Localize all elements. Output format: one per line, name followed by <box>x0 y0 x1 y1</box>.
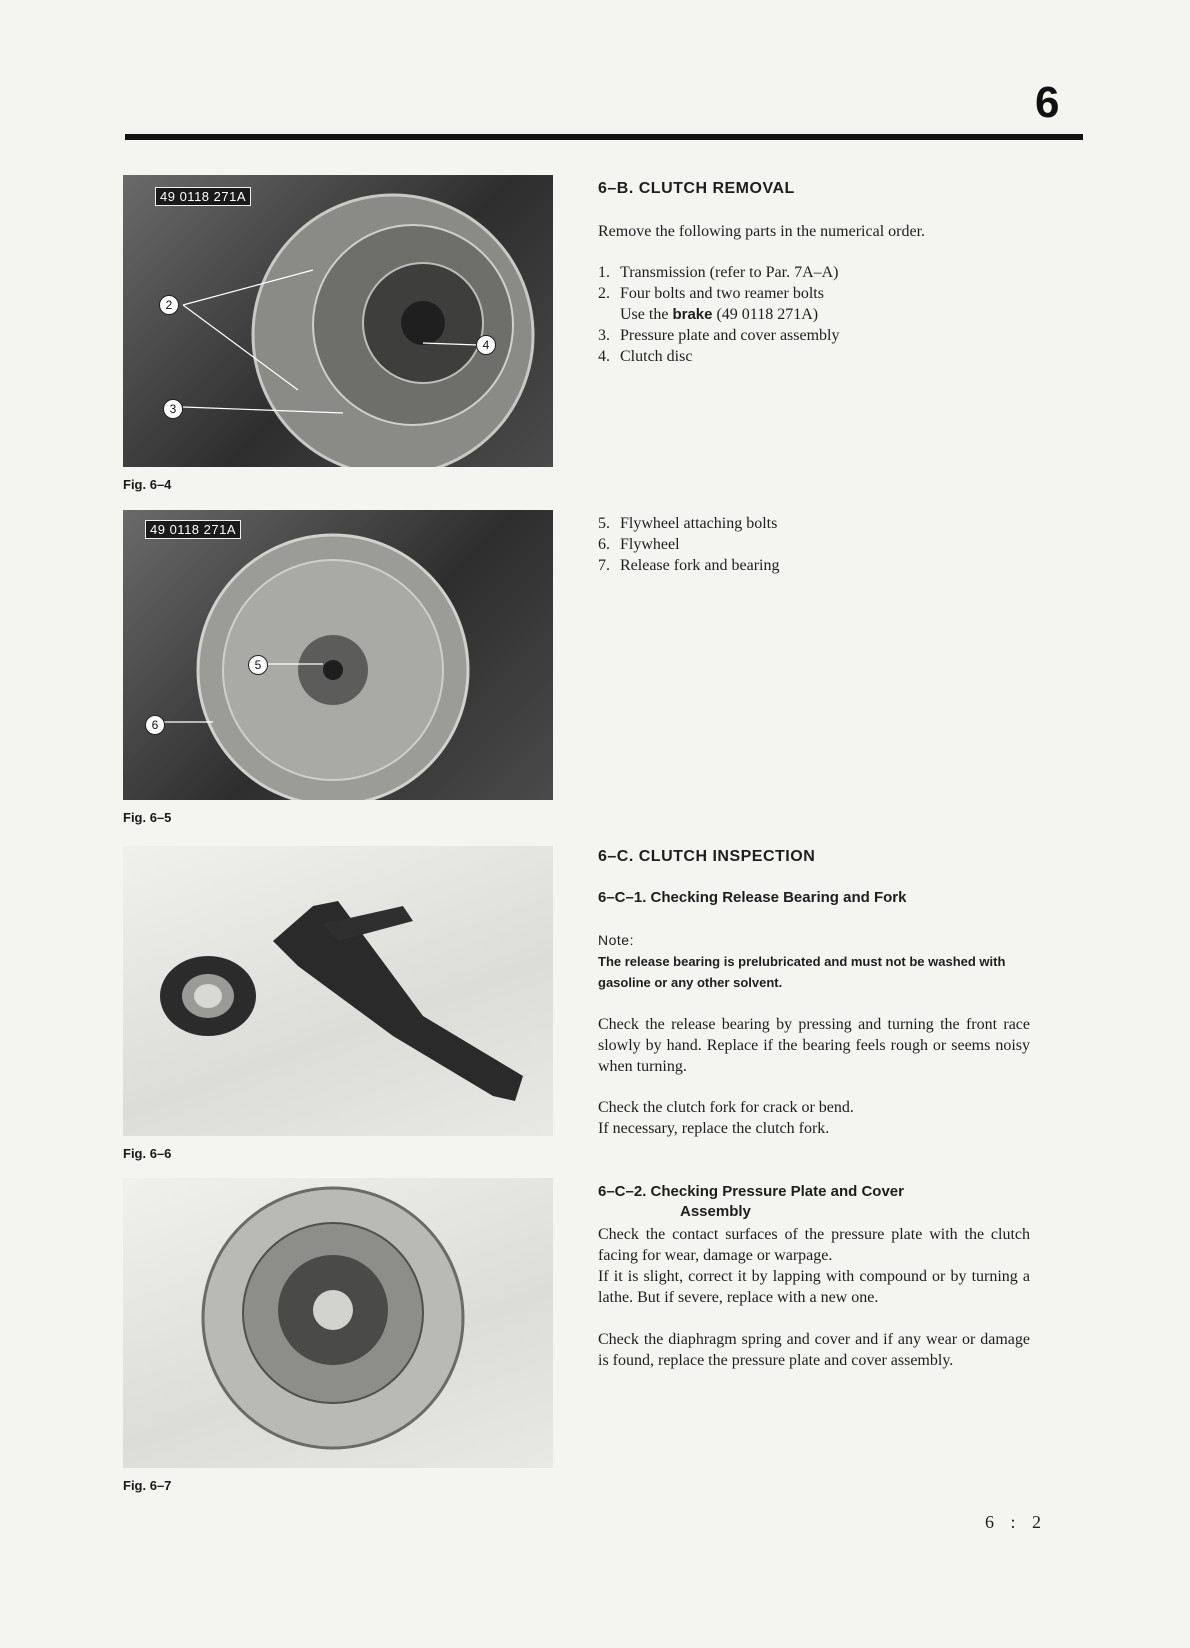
special-tool-tag: 49 0118 271A <box>145 520 241 539</box>
pressure-plate-contact-paragraph: Check the contact surfaces of the pressure plate with the clutch facing for wear, damage or warpage. <box>598 1226 1030 1264</box>
fork-check-paragraph: Check the clutch fork for crack or bend. <box>598 1099 854 1116</box>
chapter-number: 6 <box>1035 78 1060 127</box>
figure-6-5-photo <box>123 510 553 800</box>
pressure-plate-repair-paragraph: If it is slight, correct it by lapping with compound or by turning a lathe. But if severe, replace with a new one. <box>598 1268 1030 1306</box>
fork-replace-paragraph: If necessary, replace the clutch fork. <box>598 1120 830 1137</box>
list-item: 2. Four bolts and two reamer bolts <box>598 285 824 302</box>
list-item: 5. Flywheel attaching bolts <box>598 515 778 532</box>
list-item: 6. Flywheel <box>598 536 680 553</box>
figure-6-5-label: Fig. 6–5 <box>123 810 172 825</box>
callout-3: 3 <box>163 399 183 419</box>
callout-4: 4 <box>476 335 496 355</box>
subsection-heading-release-bearing: 6–C–1. Checking Release Bearing and Fork <box>598 889 907 906</box>
header-rule <box>125 134 1083 140</box>
figure-6-6-label: Fig. 6–6 <box>123 1146 172 1161</box>
release-bearing-and-fork-illustration <box>123 846 553 1136</box>
figure-6-7-label: Fig. 6–7 <box>123 1478 172 1493</box>
figure-6-4-photo <box>123 175 553 467</box>
clutch-cover-illustration <box>123 175 553 467</box>
figure-6-6-photo <box>123 846 553 1136</box>
flywheel-illustration <box>123 510 553 800</box>
figure-6-4-label: Fig. 6–4 <box>123 477 172 492</box>
callout-2: 2 <box>159 295 179 315</box>
removal-intro: Remove the following parts in the numerical order. <box>598 223 926 240</box>
callout-5: 5 <box>248 655 268 675</box>
removal-steps-list-continued <box>598 513 1030 576</box>
subsection-heading-pressure-plate: 6–C–2. Checking Pressure Plate and Cover Assembly <box>598 1183 904 1220</box>
callout-6: 6 <box>145 715 165 735</box>
pressure-plate-illustration <box>123 1178 553 1468</box>
special-tool-tag: 49 0118 271A <box>155 187 251 206</box>
list-item: 1. Transmission (refer to Par. 7A–A) <box>598 264 839 281</box>
page-number: 6 : 2 <box>985 1512 1048 1532</box>
diaphragm-spring-paragraph: Check the diaphragm spring and cover and if any wear or damage is found, replace the pressure plate and cover assembly. <box>598 1331 1030 1369</box>
section-heading-clutch-inspection: 6–C. CLUTCH INSPECTION <box>598 848 816 865</box>
list-item: 4. Clutch disc <box>598 348 693 365</box>
removal-steps-list <box>598 262 1030 367</box>
note-text: The release bearing is prelubricated and must not be washed with gasoline or any other solvent. <box>598 954 1006 990</box>
section-heading-clutch-removal: 6–B. CLUTCH REMOVAL <box>598 180 795 197</box>
list-item: 3. Pressure plate and cover assembly <box>598 327 840 344</box>
list-item: 7. Release fork and bearing <box>598 557 780 574</box>
figure-6-7-photo <box>123 1178 553 1468</box>
release-bearing-check-paragraph: Check the release bearing by pressing and turning the front race slowly by hand. Replace if the bearing feels rough or seems noisy when turning. <box>598 1016 1030 1075</box>
note-label: Note: <box>598 932 634 948</box>
list-item-subnote: Use the brake (49 0118 271A) <box>620 306 819 323</box>
